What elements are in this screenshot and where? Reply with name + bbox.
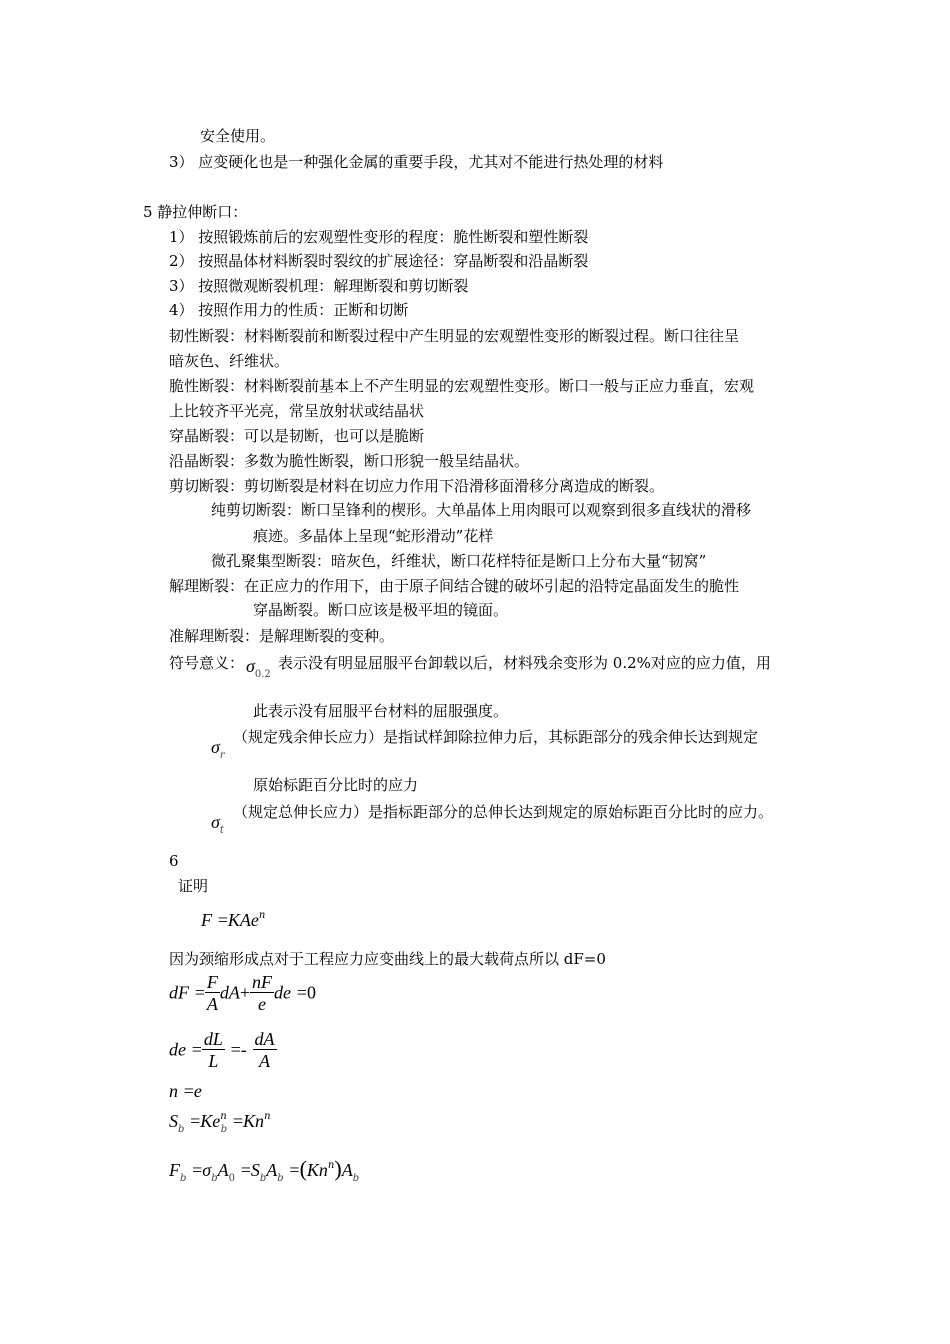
sigma-t-description: （规定总伸长应力）是指标距部分的总伸长达到规定的原始标距百分比时的应力。 xyxy=(233,803,774,821)
section-5-item-3: 3） 按照微观断裂机理：解理断裂和剪切断裂 xyxy=(169,277,469,295)
sigma-t-symbol: $\sigma_t$ xyxy=(211,812,224,836)
intro-line-2: 3） 应变硬化也是一种强化金属的重要手段，尤其对不能进行热处理的材料 xyxy=(169,153,664,171)
section-5-item-2: 2） 按照晶体材料断裂时裂纹的扩展途径：穿晶断裂和沿晶断裂 xyxy=(169,252,589,270)
sigma-r-symbol: $\sigma_r$ xyxy=(211,737,225,761)
symbols-label: 符号意义： xyxy=(169,654,245,672)
sigma-r-description-line-1: （规定残余伸长应力）是指试样卸除拉伸力后，其标距部分的残余伸长达到规定 xyxy=(233,728,759,746)
sigma-0-2-description-line-2: 此表示没有屈服平台材料的屈服强度。 xyxy=(253,702,509,720)
microvoid-fracture: 微孔聚集型断裂：暗灰色，纤维状，断口花样特征是断口上分布大量“韧窝” xyxy=(211,552,707,570)
section-6-number: 6 xyxy=(169,852,179,870)
proof-label: 证明 xyxy=(178,877,209,895)
section-5-item-1: 1） 按照锻炼前后的宏观塑性变形的程度：脆性断裂和塑性断裂 xyxy=(169,228,589,246)
section-5-item-4: 4） 按照作用力的性质：正断和切断 xyxy=(169,301,409,319)
shear-fracture: 剪切断裂：剪切断裂是材料在切应力作用下沿滑移面滑移分离造成的断裂。 xyxy=(169,477,665,495)
equation-4: n =e xyxy=(169,1081,202,1101)
cleavage-fracture-line-2: 穿晶断裂。断口应该是极平坦的镜面。 xyxy=(253,601,509,619)
sigma-0-2-symbol: $\sigma_{0.2}$ xyxy=(246,656,271,680)
equation-3: de = $\frac{dL}{L}$ =- $\frac{dA}{A}$ xyxy=(169,1029,275,1071)
equation-5: $S_b =Ke^n_b =Kn^n$ xyxy=(169,1111,271,1135)
sigma-0-2-description-line-1: 表示没有明显屈服平台卸载以后，材料残余变形为 0.2%对应的应力值，用 xyxy=(278,654,771,672)
brittle-fracture-line-1: 脆性断裂：材料断裂前基本上不产生明显的宏观塑性变形。断口一般与正应力垂直，宏观 xyxy=(169,377,755,395)
sigma-r-description-line-2: 原始标距百分比时的应力 xyxy=(253,776,419,794)
intro-line-1: 安全使用。 xyxy=(200,127,276,145)
cleavage-fracture-line-1: 解理断裂：在正应力的作用下，由于原子间结合键的破坏引起的沿特定晶面发生的脆性 xyxy=(169,577,740,595)
pure-shear-line-2: 痕迹。多晶体上呈现“蛇形滑动”花样 xyxy=(253,527,494,545)
transgranular-fracture: 穿晶断裂：可以是韧断，也可以是脆断 xyxy=(169,427,425,445)
max-load-reason: 因为颈缩形成点对于工程应力应变曲线上的最大载荷点所以 dF=0 xyxy=(169,950,606,968)
equation-1: F =KAe$^n$ xyxy=(201,910,266,930)
ductile-fracture-line-2: 暗灰色、纤维状。 xyxy=(169,352,290,370)
intergranular-fracture: 沿晶断裂：多数为脆性断裂，断口形貌一般呈结晶状。 xyxy=(169,452,530,470)
equation-6: $F_b =\sigma_bA_0 =S_bA_b =(Kn^n)A_b$ xyxy=(169,1156,360,1184)
brittle-fracture-line-2: 上比较齐平光亮，常呈放射状或结晶状 xyxy=(169,402,425,420)
pure-shear-line-1: 纯剪切断裂：断口呈锋利的楔形。大单晶体上用肉眼可以观察到很多直线状的滑移 xyxy=(211,501,752,519)
equation-2: dF = $\frac{F}{A}$ dA+ $\frac{nF}{e}$ de =0 xyxy=(169,972,316,1014)
quasi-cleavage-fracture: 准解理断裂：是解理断裂的变种。 xyxy=(169,627,395,645)
ductile-fracture-line-1: 韧性断裂：材料断裂前和断裂过程中产生明显的宏观塑性变形的断裂过程。断口往往呈 xyxy=(169,327,740,345)
section-5-heading: 5 静拉伸断口： xyxy=(143,203,248,221)
